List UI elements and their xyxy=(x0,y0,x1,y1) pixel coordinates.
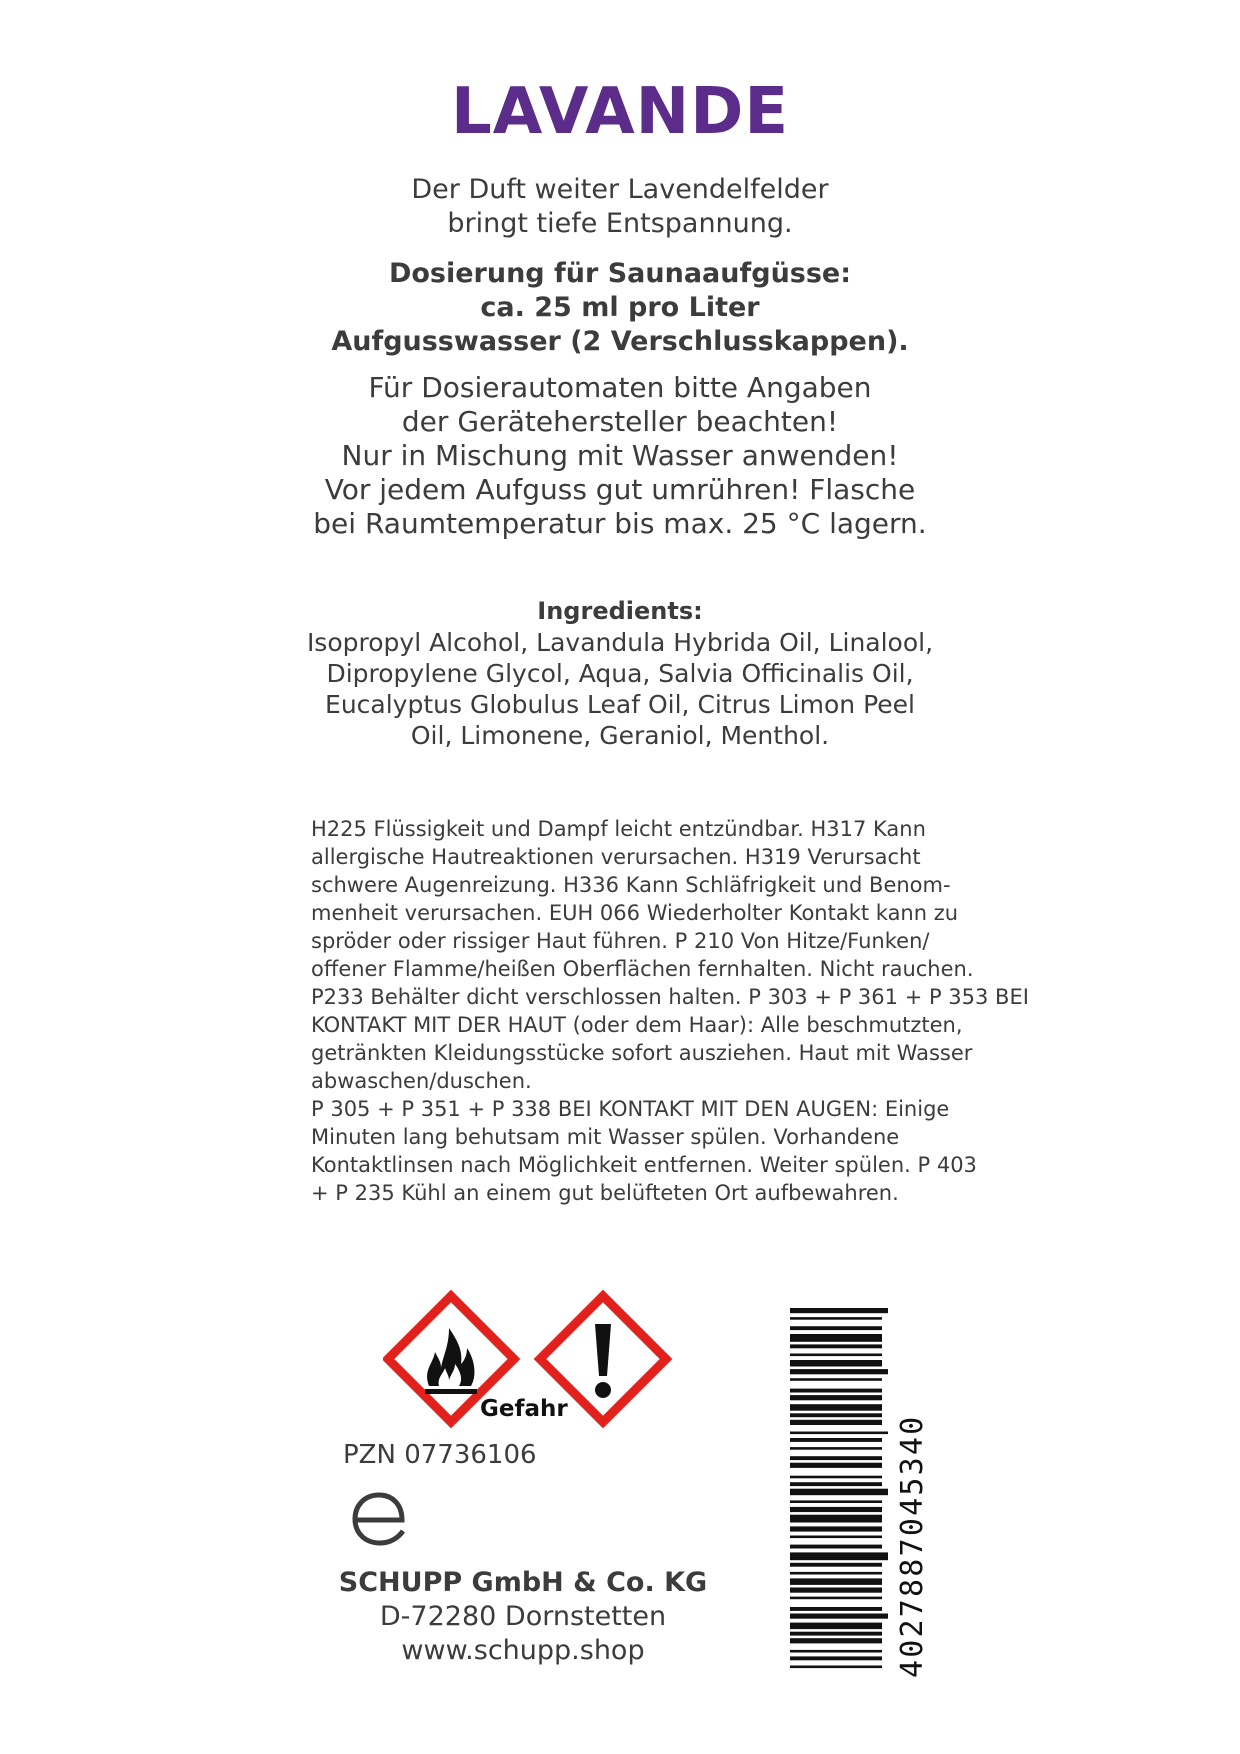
barcode-bar xyxy=(790,1623,882,1630)
barcode-bar xyxy=(790,1354,882,1357)
hazard-line: H225 Flüssigkeit und Dampf leicht entzündbar. H317 Kann xyxy=(311,817,926,841)
hazard-line: P233 Behälter dicht verschlossen halten. P 303 + P 361 + P 353 BEI xyxy=(311,985,1029,1009)
pzn-number: PZN 07736106 xyxy=(343,1440,537,1470)
hazard-line: abwaschen/duschen. xyxy=(311,1069,532,1093)
barcode-bar xyxy=(790,1344,882,1348)
ingredients-line: Dipropylene Glycol, Aqua, Salvia Officinalis Oil, xyxy=(326,659,914,688)
barcode-bar xyxy=(790,1500,882,1503)
hazard-line: offener Flamme/heißen Oberflächen fernhalten. Nicht rauchen. xyxy=(311,957,974,981)
barcode-bar xyxy=(790,1507,882,1512)
barcode-bar xyxy=(790,1420,882,1425)
intro-line: bringt tiefe Entspannung. xyxy=(447,208,793,239)
ingredients-list xyxy=(300,627,940,751)
barcode-bar xyxy=(790,1389,882,1393)
barcode-bar xyxy=(790,1597,882,1600)
hazard-statements xyxy=(311,815,1029,1207)
ingredients-line: Eucalyptus Globulus Leaf Oil, Citrus Limon Peel xyxy=(325,690,915,719)
barcode-bar xyxy=(790,1456,882,1460)
barcode-bar xyxy=(790,1476,882,1479)
manufacturer-info xyxy=(323,1566,723,1668)
barcode-bar xyxy=(790,1563,882,1567)
barcode-bar xyxy=(790,1638,882,1643)
barcode-bar xyxy=(790,1326,882,1330)
dosage-line: Dosierung für Saunaaufgüsse: xyxy=(388,258,852,289)
barcode-bar xyxy=(790,1666,882,1669)
barcode-bar xyxy=(790,1578,882,1585)
barcode-bar xyxy=(790,1515,882,1523)
barcode-bar xyxy=(790,1526,882,1531)
barcode-bar xyxy=(790,1378,882,1381)
usage-line: bei Raumtemperatur bis max. 25 °C lagern. xyxy=(313,507,927,540)
barcode-bar xyxy=(790,1656,882,1660)
barcode-bar xyxy=(790,1404,882,1411)
barcode-bar xyxy=(790,1614,888,1619)
barcode-bar xyxy=(790,1545,882,1549)
barcode-bar xyxy=(790,1432,888,1435)
barcode-bar xyxy=(790,1413,882,1417)
company-address: D-72280 Dornstetten xyxy=(379,1601,667,1632)
product-title: LAVANDE xyxy=(450,75,790,149)
barcode-bar xyxy=(790,1360,882,1367)
barcode-bar xyxy=(790,1482,882,1486)
barcode-bar xyxy=(790,1552,888,1560)
barcode-bar xyxy=(790,1489,888,1496)
hazard-line: Kontaktlinsen nach Möglichkeit entfernen. Weiter spülen. P 403 xyxy=(311,1153,977,1177)
usage-instructions xyxy=(300,371,940,541)
usage-line: der Gerätehersteller beachten! xyxy=(401,405,839,438)
usage-line: Für Dosierautomaten bitte Angaben xyxy=(368,371,872,404)
usage-line: Vor jedem Aufguss gut umrühren! Flasche xyxy=(324,473,916,506)
hazard-line: P 305 + P 351 + P 338 BEI KONTAKT MIT DEN AUGEN: Einige xyxy=(311,1097,950,1121)
intro-text xyxy=(300,173,940,241)
barcode-bars xyxy=(790,1308,888,1668)
barcode-bar xyxy=(790,1463,882,1468)
company-name: SCHUPP GmbH & Co. KG xyxy=(338,1567,708,1598)
barcode-bar xyxy=(790,1632,882,1636)
company-website: www.schupp.shop xyxy=(401,1635,645,1666)
barcode-bar xyxy=(790,1607,882,1611)
ingredients-line: Oil, Limonene, Geraniol, Menthol. xyxy=(410,721,830,750)
ingredients-line: Isopropyl Alcohol, Lavandula Hybrida Oil, Linalool, xyxy=(306,628,934,657)
barcode-number: 4027887045340 xyxy=(895,1414,930,1678)
hazard-line: allergische Hautreaktionen verursachen. H319 Verursacht xyxy=(311,845,921,869)
barcode-bar xyxy=(790,1650,882,1653)
barcode-bar xyxy=(790,1588,882,1593)
hazard-line: getränkten Kleidungsstücke sofort ausziehen. Haut mit Wasser xyxy=(311,1041,973,1065)
hazard-line: KONTAKT MIT DER HAUT (oder dem Haar): Alle beschmutzten, xyxy=(311,1013,963,1037)
barcode-bar xyxy=(790,1447,882,1450)
hazard-line: spröder oder rissiger Haut führen. P 210 Von Hitze/Funken/ xyxy=(311,929,930,953)
barcode-bar xyxy=(790,1536,882,1539)
signal-word: Gefahr xyxy=(480,1396,568,1422)
barcode-bar xyxy=(790,1395,882,1400)
intro-line: Der Duft weiter Lavendelfelder xyxy=(411,174,829,205)
dosage-line: Aufgusswasser (2 Verschlusskappen). xyxy=(331,326,909,357)
barcode-bar xyxy=(790,1334,882,1342)
e-mark-icon xyxy=(350,1490,410,1548)
dosage-line: ca. 25 ml pro Liter xyxy=(480,292,760,323)
ingredients-heading: Ingredients: xyxy=(537,597,703,625)
usage-line: Nur in Mischung mit Wasser anwenden! xyxy=(341,439,899,472)
hazard-line: + P 235 Kühl an einem gut belüfteten Ort aufbewahren. xyxy=(311,1181,899,1205)
barcode-bar xyxy=(790,1317,882,1320)
barcode-bar xyxy=(790,1369,888,1374)
dosage-text xyxy=(300,257,940,359)
hazard-line: Minuten lang behutsam mit Wasser spülen. Vorhandene xyxy=(311,1125,900,1149)
barcode-bar xyxy=(790,1572,882,1575)
barcode-bar xyxy=(790,1438,882,1442)
hazard-line: schwere Augenreizung. H336 Kann Schläfrigkeit und Benom- xyxy=(311,873,951,897)
barcode-bar xyxy=(790,1308,888,1313)
hazard-line: menheit verursachen. EUH 066 Wiederholter Kontakt kann zu xyxy=(311,901,959,925)
barcode-icon xyxy=(790,1308,930,1678)
